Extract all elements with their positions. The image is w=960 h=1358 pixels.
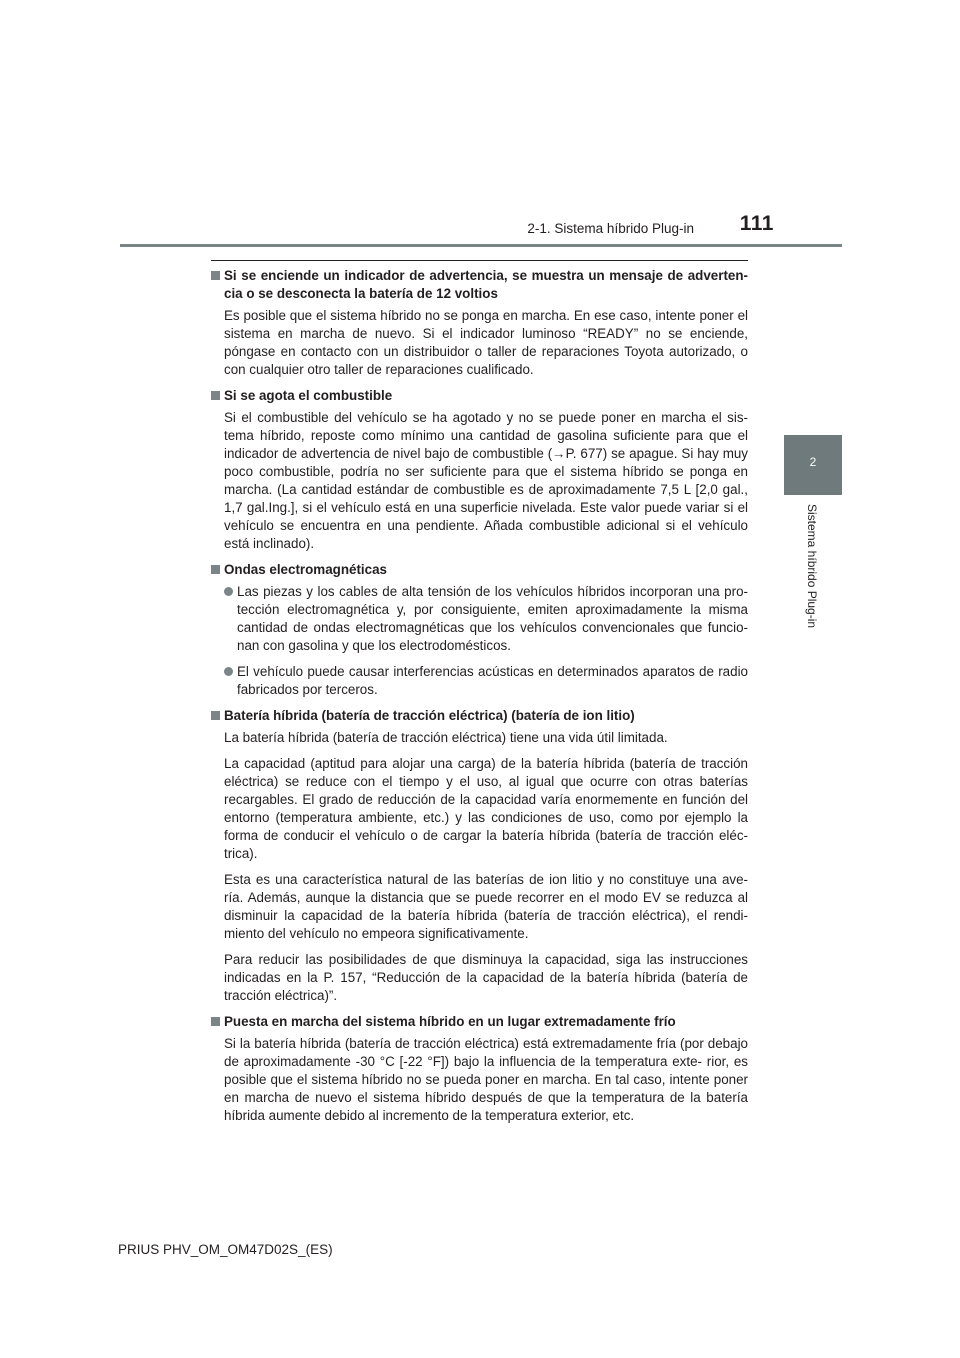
chapter-tab-label: Sistema híbrido Plug-in bbox=[805, 504, 819, 629]
square-bullet-icon bbox=[211, 565, 220, 574]
list-item-text: Las piezas y los cables de alta tensión de los vehículos híbridos incorporan una pro- tección electromagnética y, por consiguiente, emiten aproximadamente la misma cantidad de ondas electromagnéticas que los vehículos convencionales que funcio- nan con gasolina y que los electrodomésticos. bbox=[237, 584, 748, 653]
chapter-tab-number: 2 bbox=[809, 455, 817, 469]
list-item bbox=[211, 663, 748, 699]
section-heading bbox=[211, 561, 748, 579]
heading-text: Si se agota el combustible bbox=[224, 388, 393, 403]
circle-bullet-icon bbox=[224, 587, 233, 596]
heading-text: Si se enciende un indicador de advertencia, se muestra un mensaje de adverten- cia o se desconecta la batería de 12 voltios bbox=[224, 268, 748, 301]
paragraph: Si la batería híbrida (batería de tracción eléctrica) está extremadamente fría (por debajo de aproximadamente -30 °C [-22 °F]) bajo la influencia de la temperatura exte- rior, es posible que el sistema híbrido no se pueda poner en marcha. En tal caso, intente poner en marcha de nuevo el sistema híbrido después de que la temperatura de la batería híbrida aumente debido al incremento de la temperatura exterior, etc. bbox=[224, 1036, 748, 1123]
main-content bbox=[211, 260, 748, 1133]
section-title: 2-1. Sistema híbrido Plug-in bbox=[527, 221, 694, 236]
footer-doc-id: PRIUS PHV_OM_OM47D02S_(ES) bbox=[118, 1242, 333, 1257]
section-heading bbox=[211, 707, 748, 725]
square-bullet-icon bbox=[211, 271, 220, 280]
chapter-tab bbox=[784, 435, 842, 495]
circle-bullet-icon bbox=[224, 667, 233, 676]
list-item bbox=[211, 583, 748, 655]
section-heading bbox=[211, 267, 748, 303]
paragraph: Para reducir las posibilidades de que disminuya la capacidad, siga las instrucciones indicadas en la P. 157, “Reducción de la capacidad de la batería híbrida (batería de tracción eléctrica)”. bbox=[224, 952, 748, 1003]
paragraph: La capacidad (aptitud para alojar una carga) de la batería híbrida (batería de tracción eléctrica) se reduce con el tiempo y el uso, al igual que ocurre con otras baterías recargables. El grado de reducción de la capacidad varía enormemente en función del entorno (temperatura ambiente, etc.) y las condiciones de uso, como por ejemplo la forma de conducir el vehículo o de cargar la batería híbrida (batería de tracción eléc- trica). bbox=[224, 756, 748, 861]
header-rule bbox=[120, 244, 842, 247]
section-heading bbox=[211, 1013, 748, 1031]
paragraph: La batería híbrida (batería de tracción eléctrica) tiene una vida útil limitada. bbox=[224, 730, 668, 745]
paragraph: Es posible que el sistema híbrido no se ponga en marcha. En ese caso, intente poner el sistema en marcha de nuevo. Si el indicador luminoso “READY” no se enciende, póngase en contacto con un distribuidor o taller de reparaciones Toyota autorizado, o con cualquier otro taller de reparaciones cualificado. bbox=[224, 308, 748, 377]
square-bullet-icon bbox=[211, 711, 220, 720]
list-item-text: El vehículo puede causar interferencias acústicas en determinados aparatos de radio fabricados por terceros. bbox=[237, 664, 748, 697]
heading-text: Puesta en marcha del sistema híbrido en un lugar extremadamente frío bbox=[224, 1014, 676, 1029]
heading-text: Ondas electromagnéticas bbox=[224, 562, 387, 577]
heading-text: Batería híbrida (batería de tracción eléctrica) (batería de ion litio) bbox=[224, 708, 635, 723]
paragraph: Esta es una característica natural de las baterías de ion litio y no constituye una ave- ría. Además, aunque la distancia que se puede recorrer en el modo EV se reduzca al disminuir la capacidad de la batería híbrida (batería de tracción eléctrica), el rendi- miento del vehículo no empeora significativamente. bbox=[224, 872, 748, 941]
page-header bbox=[0, 0, 960, 250]
paragraph: Si el combustible del vehículo se ha agotado y no se puede poner en marcha el sis- tema híbrido, reposte como mínimo una cantidad de gasolina suficiente para que el indicador de advertencia de nivel bajo de combustible (→P. 677) se apague. Si hay muy poco combustible, podría no ser suficiente para que el sistema híbrido se ponga en marcha. (La cantidad estándar de combustible es de aproximadamente 7,5 L [2,0 gal., 1,7 gal.Ing.], si el vehículo está en una superficie nivelada. Este valor puede variar si el vehículo se encuentra en una pendiente. Añada combustible adicional si el vehículo está inclinado). bbox=[224, 410, 748, 551]
square-bullet-icon bbox=[211, 1017, 220, 1026]
section-heading bbox=[211, 387, 748, 405]
square-bullet-icon bbox=[211, 391, 220, 400]
page-number: 111 bbox=[739, 212, 774, 235]
